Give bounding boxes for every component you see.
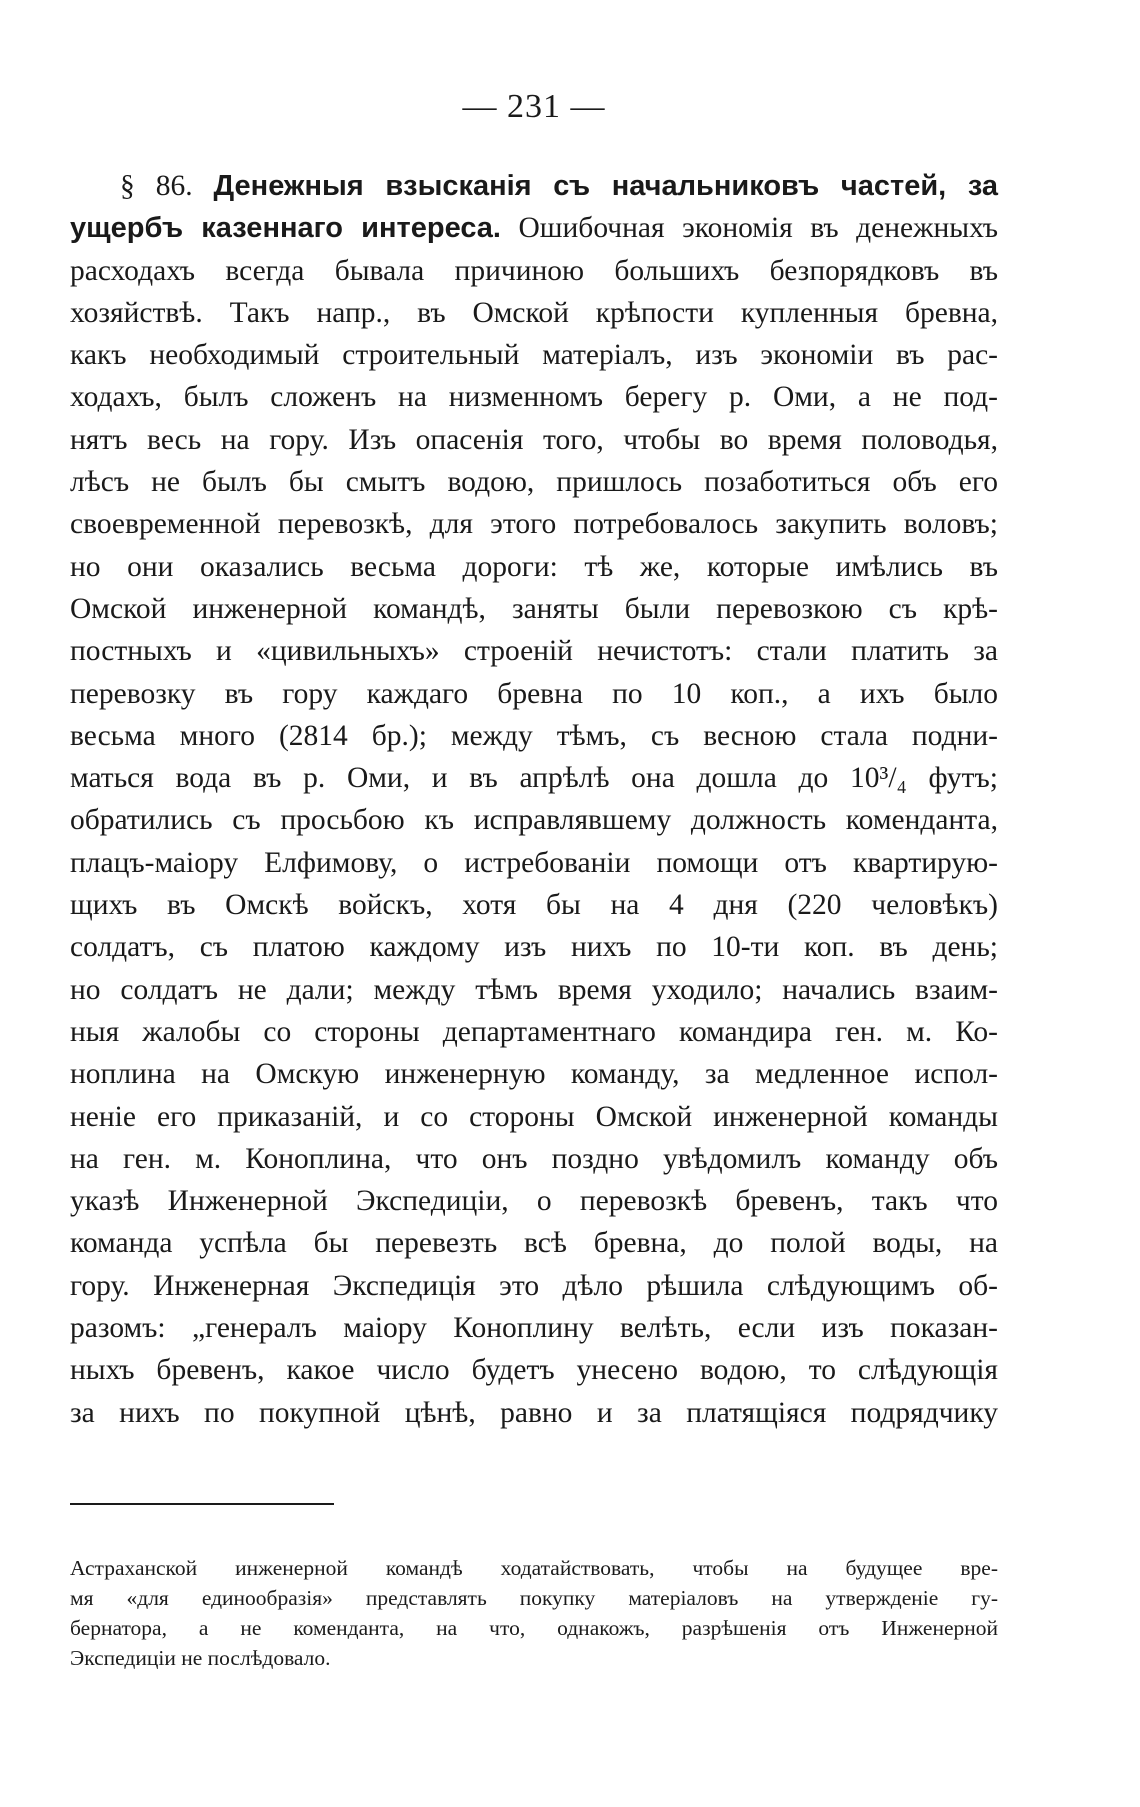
document-page	[70, 0, 998, 1807]
text-line: команда успѣла бы перевезть всѣ бревна, до полой воды, на	[70, 1227, 998, 1260]
text-line: ходахъ, былъ сложенъ на низменномъ берегу р. Оми, а не под-	[70, 381, 998, 414]
text-line: разомъ: „генералъ маіору Коноплину велѣть, если изъ показан-	[70, 1312, 998, 1345]
footnote-line: мя «для единообразія» представлять покупку матеріаловъ на утвержденіе гу-	[70, 1586, 998, 1610]
footnote	[70, 1553, 998, 1673]
text-line: солдатъ, съ платою каждому изъ нихъ по 10-ти коп. въ день;	[70, 931, 998, 964]
text-line: щихъ въ Омскѣ войскъ, хотя бы на 4 дня (220 человѣкъ)	[70, 889, 998, 922]
text-line: нятъ весь на гору. Изъ опасенія того, чтобы во время половодья,	[70, 423, 998, 456]
text-line: неніе его приказаній, и со стороны Омской инженерной команды	[70, 1100, 998, 1133]
text-line: но они оказались весьма дороги: тѣ же, которые имѣлись въ	[70, 550, 998, 583]
text-line: перевозку въ гору каждаго бревна по 10 коп., а ихъ было	[70, 677, 998, 710]
text-line: своевременной перевозкѣ, для этого потребовалось закупить воловъ;	[70, 508, 998, 541]
footnote-line: Экспедиціи не послѣдовало.	[70, 1646, 331, 1670]
text-line: постныхъ и «цивильныхъ» строеній нечистотъ: стали платить за	[70, 635, 998, 668]
text-line: на ген. м. Коноплина, что онъ поздно увѣдомилъ команду объ	[70, 1142, 998, 1175]
text-line: обратились съ просьбою къ исправлявшему должность коменданта,	[70, 804, 998, 837]
footnote-line: бернатора, а не коменданта, на что, однакожъ, разрѣшенія отъ Инженерной	[70, 1616, 998, 1640]
section-number: § 86.	[120, 170, 193, 202]
section-heading-line	[70, 165, 998, 207]
text-line: расходахъ всегда бывала причиною большихъ безпорядковъ въ	[70, 254, 998, 287]
section-heading-continued: ущербъ казеннаго интереса.	[70, 212, 501, 245]
text-line: маться вода въ р. Оми, и въ апрѣлѣ она дошла до 10³/₄ футъ;	[70, 762, 998, 795]
text-line: весьма много (2814 бр.); между тѣмъ, съ весною стала подни-	[70, 719, 998, 752]
text-line: за нихъ по покупной цѣнѣ, равно и за платящіяся подрядчику	[70, 1396, 998, 1429]
footnote-divider	[70, 1503, 334, 1505]
text-line: плацъ-маіору Елфимову, о истребованіи помощи отъ квартирую-	[70, 846, 998, 879]
section-heading-line	[70, 207, 998, 249]
text-line: ныя жалобы со стороны департаментнаго командира ген. м. Ко-	[70, 1015, 998, 1048]
text-line: ныхъ бревенъ, какое число будетъ унесено водою, то слѣдующія	[70, 1354, 998, 1387]
text-line: Омской инженерной командѣ, заняты были перевозкою съ крѣ-	[70, 592, 998, 625]
footnote-line: Астраханской инженерной командѣ ходатайствовать, чтобы на будущее вре-	[70, 1556, 998, 1580]
text-line: гору. Инженерная Экспедиція это дѣло рѣшила слѣдующимъ об-	[70, 1269, 998, 1302]
text-line: лѣсъ не былъ бы смытъ водою, пришлось позаботиться объ его	[70, 466, 998, 499]
text-line: Ошибочная экономія въ денежныхъ	[518, 212, 999, 245]
page-number: — 231 —	[462, 88, 606, 125]
text-line: указѣ Инженерной Экспедиціи, о перевозкѣ бревенъ, такъ что	[70, 1185, 998, 1218]
text-line: хозяйствѣ. Такъ напр., въ Омской крѣпости купленныя бревна,	[70, 296, 998, 329]
text-line: ноплина на Омскую инженерную команду, за медленное испол-	[70, 1058, 998, 1091]
text-line: но солдатъ не дали; между тѣмъ время уходило; начались взаим-	[70, 973, 998, 1006]
section-body	[70, 165, 998, 1434]
text-line: какъ необходимый строительный матеріалъ, изъ экономіи въ рас-	[70, 339, 998, 372]
section-heading: Денежныя взысканія съ начальниковъ частей, за	[213, 170, 999, 202]
